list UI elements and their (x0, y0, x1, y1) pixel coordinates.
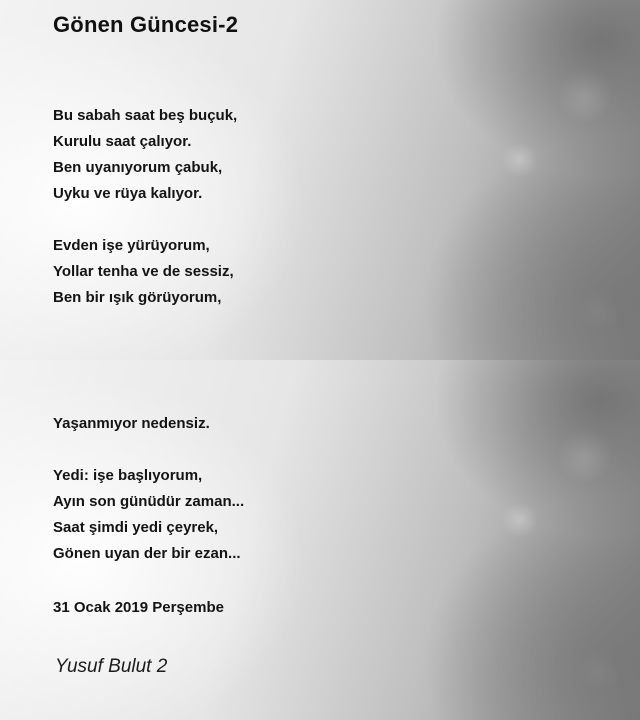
poem-line: Uyku ve rüya kalıyor. (53, 185, 203, 202)
poem-date: 31 Ocak 2019 Perşembe (53, 599, 224, 616)
poem-line: Ben bir ışık görüyorum, (53, 289, 222, 306)
poem-line: Gönen uyan der bir ezan... (53, 545, 241, 562)
poem-line: Yedi: işe başlıyorum, (53, 467, 203, 484)
poem-title: Gönen Güncesi-2 (53, 12, 239, 37)
poem-author: Yusuf Bulut 2 (55, 656, 168, 677)
poem-stanza-4 (53, 463, 244, 567)
poem-line: Kurulu saat çalıyor. (53, 133, 192, 150)
poem-stanza-3 (53, 411, 210, 437)
poem-line: Yaşanmıyor nedensiz. (53, 415, 210, 432)
poem-stanza-1 (53, 103, 237, 207)
poem-line: Saat şimdi yedi çeyrek, (53, 519, 219, 536)
poem-panel-bottom (0, 360, 640, 720)
poem-line: Bu sabah saat beş buçuk, (53, 107, 238, 124)
poem-line: Evden işe yürüyorum, (53, 237, 210, 254)
poem-line: Ben uyanıyorum çabuk, (53, 159, 223, 176)
poem-line: Yollar tenha ve de sessiz, (53, 263, 234, 280)
poem-line: Ayın son günüdür zaman... (53, 493, 245, 510)
poem-stanza-2 (53, 233, 234, 311)
